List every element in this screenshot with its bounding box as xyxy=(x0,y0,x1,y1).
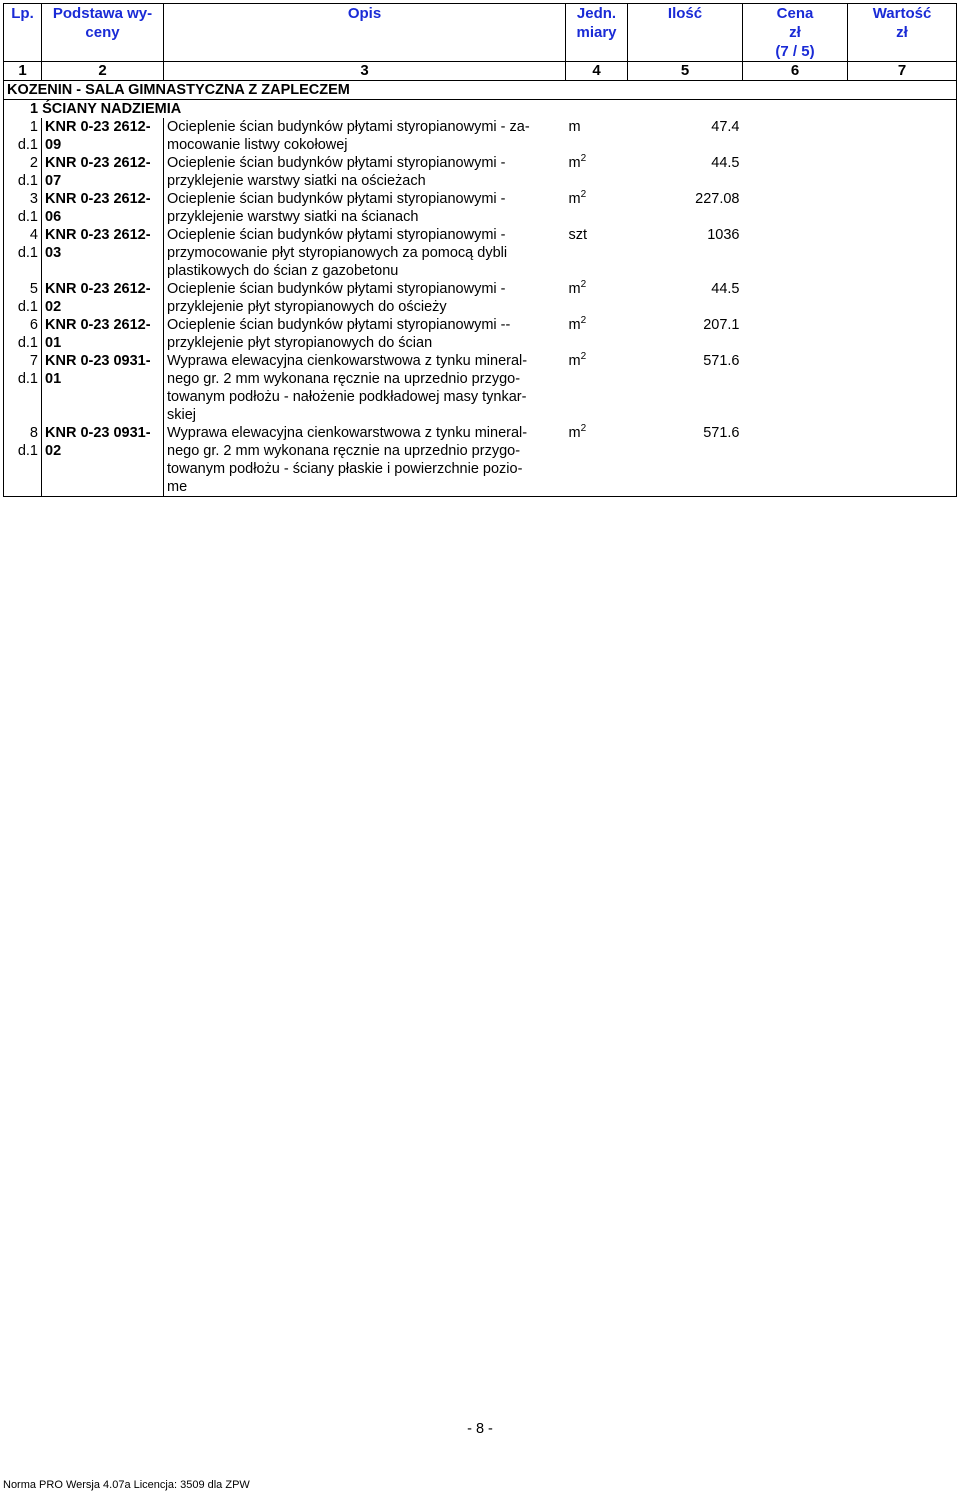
item-code: KNR 0-23 2612- 01 xyxy=(42,316,164,352)
unit-superscript: 2 xyxy=(580,316,587,327)
item-price xyxy=(743,154,848,190)
item-value xyxy=(848,154,957,190)
item-unit xyxy=(566,118,628,154)
item-price xyxy=(743,352,848,424)
header-podstawa: Podstawa wy- ceny xyxy=(42,4,164,62)
unit-text: m xyxy=(568,281,581,297)
project-title-row xyxy=(4,81,957,100)
item-quantity: 47.4 xyxy=(711,119,740,135)
item-lp: 4 d.1 xyxy=(4,226,42,280)
item-unit xyxy=(566,280,628,316)
item-code: KNR 0-23 0931- 01 xyxy=(42,352,164,424)
item-description: Ocieplenie ścian budynków płytami styropianowymi - za- mocowanie listwy cokołowej xyxy=(164,118,566,154)
item-unit xyxy=(566,352,628,424)
col-number: 6 xyxy=(743,62,848,81)
item-code: KNR 0-23 2612- 02 xyxy=(42,280,164,316)
project-title: KOZENIN - SALA GIMNASTYCZNA Z ZAPLECZEM xyxy=(4,81,957,100)
table-row xyxy=(4,352,957,424)
table-row xyxy=(4,280,957,316)
header-wartosc: Wartość zł xyxy=(848,4,957,62)
item-description: Ocieplenie ścian budynków płytami styropianowymi - przyklejenie płyt styropianowych do ościeży xyxy=(164,280,566,316)
item-quantity: 44.5 xyxy=(711,281,740,297)
item-lp: 7 d.1 xyxy=(4,352,42,424)
item-description: Wyprawa elewacyjna cienkowarstwowa z tynku mineral- nego gr. 2 mm wykonana ręcznie na uprzednio przygo- towanym podłożu - nałożenie podkładowej masy tynkar- skiej xyxy=(164,352,566,424)
header-opis: Opis xyxy=(164,4,566,62)
item-price xyxy=(743,424,848,497)
section-title-row xyxy=(4,100,957,119)
col-number: 3 xyxy=(164,62,566,81)
item-lp: 6 d.1 xyxy=(4,316,42,352)
column-number-row xyxy=(4,62,957,81)
estimate-rows xyxy=(4,118,957,497)
table-row xyxy=(4,118,957,154)
header-lp: Lp. xyxy=(4,4,42,62)
unit-superscript: 2 xyxy=(580,352,587,363)
item-lp: 5 d.1 xyxy=(4,280,42,316)
item-unit xyxy=(566,226,628,280)
unit-text: m xyxy=(568,353,581,369)
item-unit xyxy=(566,154,628,190)
item-code: KNR 0-23 2612- 07 xyxy=(42,154,164,190)
table-row xyxy=(4,226,957,280)
item-lp: 2 d.1 xyxy=(4,154,42,190)
item-value xyxy=(848,280,957,316)
col-number: 7 xyxy=(848,62,957,81)
item-description: Ocieplenie ścian budynków płytami styropianowymi -- przyklejenie płyt styropianowych do ścian xyxy=(164,316,566,352)
item-value xyxy=(848,226,957,280)
item-value xyxy=(848,352,957,424)
header-cena: Cena zł (7 / 5) xyxy=(743,4,848,62)
item-unit xyxy=(566,316,628,352)
unit-superscript: 2 xyxy=(580,154,587,165)
item-quantity: 227.08 xyxy=(695,191,740,207)
license-footer: Norma PRO Wersja 4.07a Licencja: 3509 dla ZPW xyxy=(3,1479,250,1491)
item-unit xyxy=(566,190,628,226)
item-price xyxy=(743,190,848,226)
item-quantity: 207.1 xyxy=(703,317,740,333)
unit-superscript: 2 xyxy=(580,280,587,291)
item-value xyxy=(848,316,957,352)
item-code: KNR 0-23 2612- 06 xyxy=(42,190,164,226)
item-description: Wyprawa elewacyjna cienkowarstwowa z tynku mineral- nego gr. 2 mm wykonana ręcznie na uprzednio przygo- towanym podłożu - ściany płaskie i powierzchnie pozio- me xyxy=(164,424,566,497)
unit-superscript: 2 xyxy=(580,190,587,201)
table-row xyxy=(4,190,957,226)
item-unit xyxy=(566,424,628,497)
item-value xyxy=(848,118,957,154)
header-ilosc: Ilość xyxy=(628,4,743,62)
item-quantity: 571.6 xyxy=(628,424,743,497)
item-quantity: 1036 xyxy=(707,227,740,243)
header-jedn: Jedn. miary xyxy=(566,4,628,62)
item-price xyxy=(743,280,848,316)
unit-text: m xyxy=(568,191,581,207)
item-code: KNR 0-23 2612- 03 xyxy=(42,226,164,280)
col-number: 1 xyxy=(4,62,42,81)
col-number: 4 xyxy=(566,62,628,81)
item-lp: 8 d.1 xyxy=(4,424,42,497)
page-number: - 8 - xyxy=(467,1421,493,1437)
item-quantity: 44.5 xyxy=(711,155,740,171)
col-number: 2 xyxy=(42,62,164,81)
item-value xyxy=(848,424,957,497)
unit-text: m xyxy=(568,425,581,441)
table-header-row xyxy=(4,4,957,62)
unit-text: m xyxy=(568,155,581,171)
item-value xyxy=(848,190,957,226)
item-code: KNR 0-23 0931- 02 xyxy=(42,424,164,497)
item-description: Ocieplenie ścian budynków płytami styropianowymi - przymocowanie płyt styropianowych za pomocą dybli plastikowych do ścian z gazobetonu xyxy=(164,226,566,280)
item-lp: 1 d.1 xyxy=(4,118,42,154)
section-title: 1 ŚCIANY NADZIEMIA xyxy=(4,100,957,119)
unit-superscript: 2 xyxy=(580,424,587,435)
table-row xyxy=(4,316,957,352)
unit-text: m xyxy=(568,119,581,135)
item-description: Ocieplenie ścian budynków płytami styropianowymi - przyklejenie warstwy siatki na ścianach xyxy=(164,190,566,226)
table-row xyxy=(4,424,957,497)
item-code: KNR 0-23 2612- 09 xyxy=(42,118,164,154)
unit-text: szt xyxy=(568,227,588,243)
table-row xyxy=(4,154,957,190)
item-price xyxy=(743,118,848,154)
col-number: 5 xyxy=(628,62,743,81)
unit-text: m xyxy=(568,317,581,333)
cost-estimate-table xyxy=(3,3,957,497)
item-description: Ocieplenie ścian budynków płytami styropianowymi - przyklejenie warstwy siatki na ościeżach xyxy=(164,154,566,190)
item-price xyxy=(743,226,848,280)
item-price xyxy=(743,316,848,352)
item-quantity: 571.6 xyxy=(703,353,740,369)
item-lp: 3 d.1 xyxy=(4,190,42,226)
